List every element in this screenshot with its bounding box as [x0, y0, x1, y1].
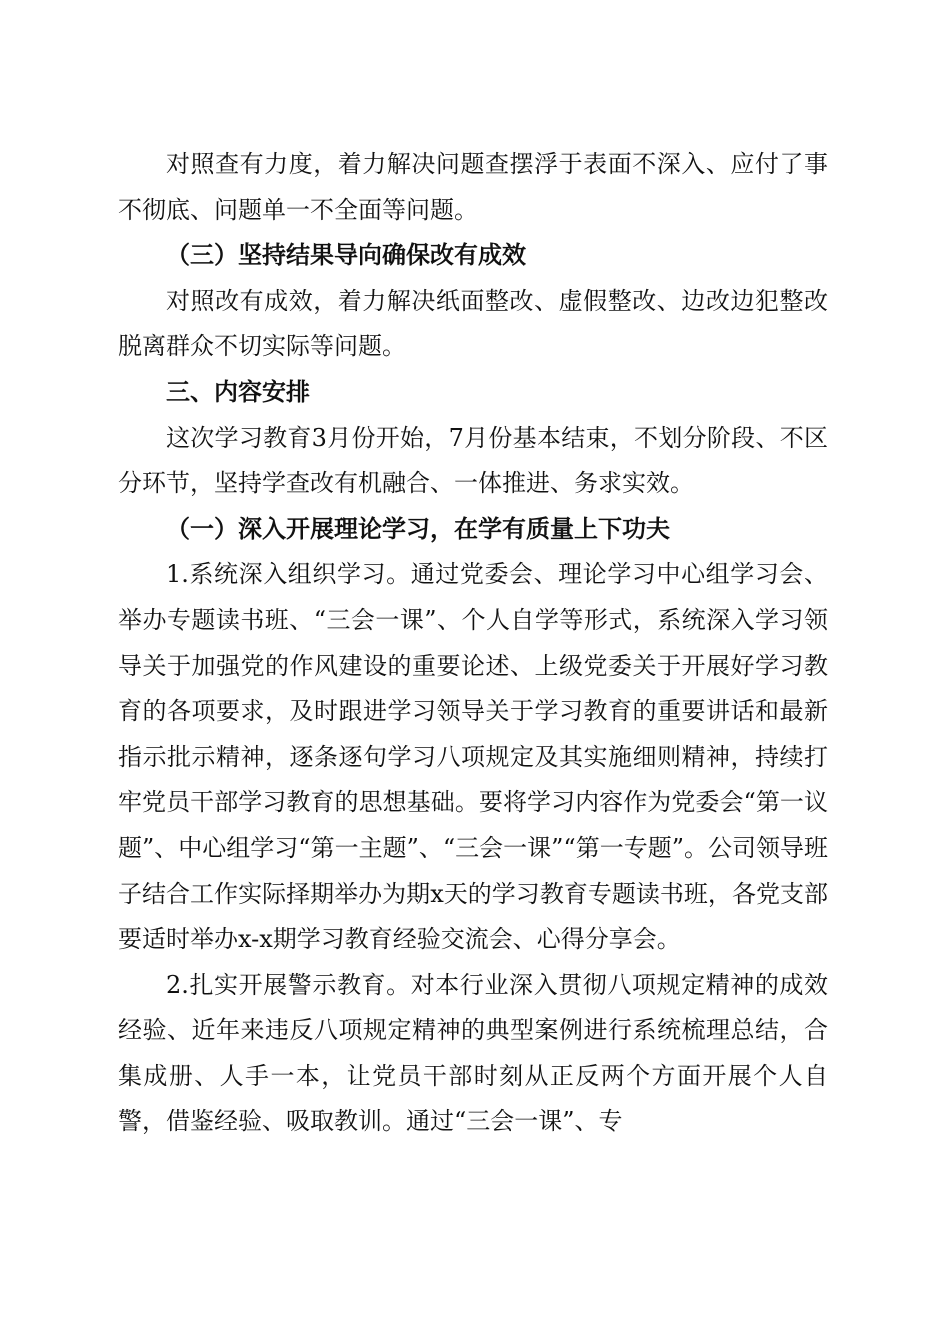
paragraph-warning-education: 2.扎实开展警示教育。对本行业深入贯彻八项规定精神的成效经验、近年来违反八项规定精神的典型案例进行系统梳理总结，合集成册、人手一本，让党员干部时刻从正反两个方面开展个人自警，借鉴经验、吸取教训。通过“三会一课”、专 — [118, 970, 828, 1136]
paragraph-rectification-results: 对照改有成效，着力解决纸面整改、虚假整改、边改边犯整改脱离群众不切实际等问题。 — [118, 286, 828, 361]
document-body — [118, 142, 828, 1145]
heading-result-oriented: （三）坚持结果导向确保改有成效 — [166, 241, 526, 270]
paragraph-organize-study: 1.系统深入组织学习。通过党委会、理论学习中心组学习会、举办专题读书班、“三会一课”、个人自学等形式，系统深入学习领导关于加强党的作风建设的重要论述、上级党委关于开展好学习教育的各项要求，及时跟进学习领导关于学习教育的重要讲话和最新指示批示精神，逐条逐句学习八项规定及其实施细则精神，持续打牢党员干部学习教育的思想基础。要将学习内容作为党委会“第一议题”、中心组学习“第一主题”、“三会一课”“第一专题”。公司领导班子结合工作实际择期举办为期x天的学习教育专题读书班，各党支部要适时举办x-x期学习教育经验交流会、心得分享会。 — [118, 560, 828, 954]
paragraph-check-strength: 对照查有力度，着力解决问题查摆浮于表面不深入、应付了事不彻底、问题单一不全面等问题。 — [118, 150, 828, 224]
paragraph-schedule: 这次学习教育3月份开始，7月份基本结束，不划分阶段、不区分环节，坚持学查改有机融合、一体推进、务求实效。 — [118, 423, 828, 498]
heading-content-arrangement: 三、内容安排 — [166, 377, 310, 406]
heading-theory-study: （一）深入开展理论学习，在学有质量上下功夫 — [166, 514, 670, 543]
